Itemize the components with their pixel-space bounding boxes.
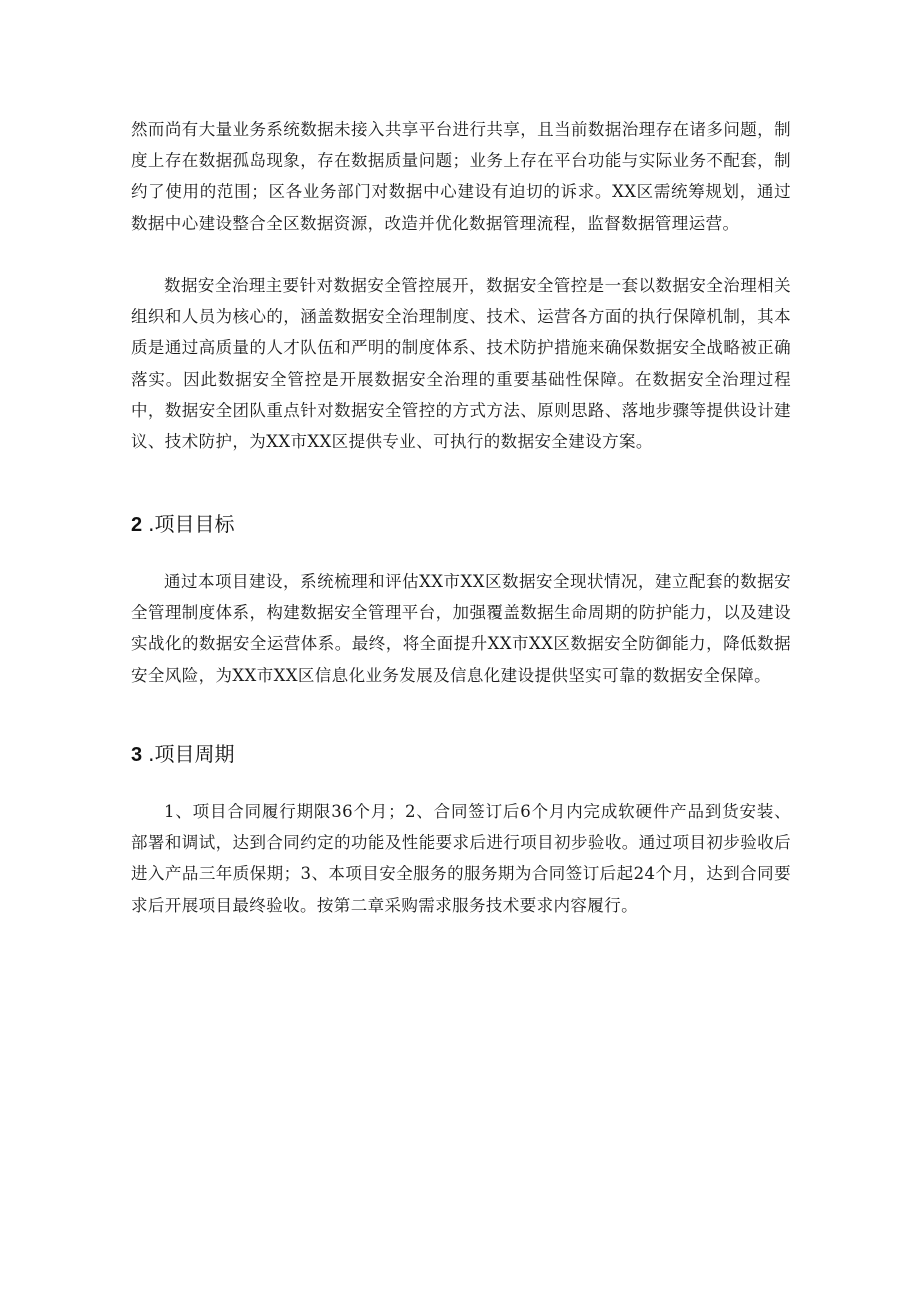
section-heading-project-period	[131, 740, 234, 769]
paragraph-project-period: 1、项目合同履行期限36个月；2、合同签订后6个月内完成软硬件产品到货安装、部署和调试，达到合同约定的功能及性能要求后进行项目初步验收。通过项目初步验收后进入产品三年质保期；3、本项目安全服务的服务期为合同签订后起24个月，达到合同要求后开展项目最终验收。按第二章采购需求服务技术要求内容履行。	[131, 802, 791, 915]
section-title: .项目周期	[148, 742, 235, 766]
paragraph-data-security-governance: 数据安全治理主要针对数据安全管控展开，数据安全管控是一套以数据安全治理相关组织和人员为核心的，涵盖数据安全治理制度、技术、运营各方面的执行保障机制，其本质是通过高质量的人才队伍和严明的制度体系、技术防护措施来确保数据安全战略被正确落实。因此数据安全管控是开展数据安全治理的重要基础性保障。在数据安全治理过程中，数据安全团队重点针对数据安全管控的方式方法、原则思路、落地步骤等提供设计建议、技术防护，为XX市XX区提供专业、可执行的数据安全建设方案。	[131, 276, 791, 452]
section-heading-project-goals	[131, 510, 234, 539]
paragraph-project-goals: 通过本项目建设，系统梳理和评估XX市XX区数据安全现状情况，建立配套的数据安全管理制度体系，构建数据安全管理平台，加强覆盖数据生命周期的防护能力，以及建设实战化的数据安全运营体系。最终，将全面提升XX市XX区数据安全防御能力，降低数据安全风险，为XX市XX区信息化业务发展及信息化建设提供坚实可靠的数据安全保障。	[131, 572, 791, 685]
section-number: 3	[131, 744, 143, 766]
section-number: 2	[131, 514, 143, 536]
paragraph-background-continuation: 然而尚有大量业务系统数据未接入共享平台进行共享，且当前数据治理存在诸多问题，制度上存在数据孤岛现象，存在数据质量问题；业务上存在平台功能与实际业务不配套，制约了使用的范围；区各业务部门对数据中心建设有迫切的诉求。XX区需统筹规划，通过数据中心建设整合全区数据资源，改造并优化数据管理流程，监督数据管理运营。	[131, 120, 791, 233]
section-title: .项目目标	[148, 512, 235, 536]
